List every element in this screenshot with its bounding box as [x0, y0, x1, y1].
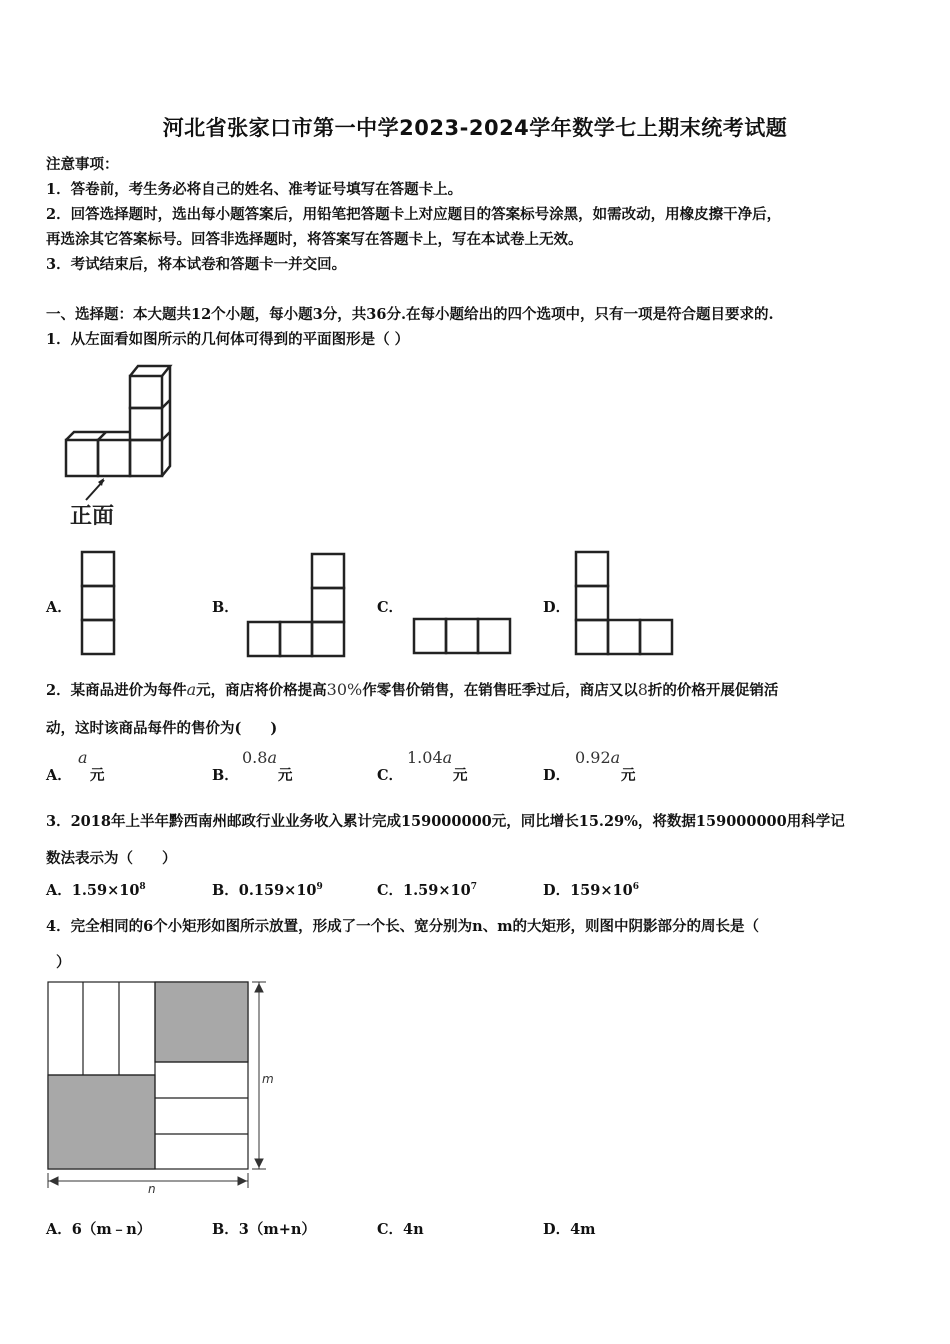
q4-option-d[interactable]: D．4m — [543, 1221, 596, 1238]
notice-item: 再选涂其它答案标号。回答非选择题时，将答案写在答题卡上，写在本试卷上无效。 — [46, 231, 583, 248]
q3-option-d[interactable]: D．$159\times 10^6$ — [543, 882, 639, 899]
section-heading: 一、选择题：本大题共12个小题，每小题3分，共36分.在每小题给出的四个选项中，只有一项是符合题目要求的. — [46, 306, 774, 323]
option-label[interactable]: C． — [377, 599, 404, 616]
q4-rectangle-figure — [40, 975, 280, 1200]
notice-heading: 注意事项： — [46, 156, 119, 173]
q2-stem-line1: 2．某商品进价为每件a元，商店将价格提高30%作零售价销售，在销售旺季过后，商店又以8折的价格开展促销活 — [46, 680, 779, 699]
notice-item: 2．回答选择题时，选出每小题答案后，用铅笔把答题卡上对应题目的答案标号涂黑，如需改动，用橡皮擦干净后， — [46, 206, 782, 223]
q2-option-b[interactable]: B． 0.8a 元 — [212, 748, 293, 784]
q1-solid-figure — [46, 360, 186, 530]
q4-stem-line1: 4．完全相同的6个小矩形如图所示放置，形成了一个长、宽分别为n、m的大矩形，则图中阴影部分的周长是（ — [46, 918, 760, 935]
q4-option-a[interactable]: A．6（m﹣n） — [46, 1221, 152, 1238]
q1-option-d-figure[interactable] — [572, 548, 676, 658]
q1-option-b-figure[interactable] — [244, 550, 350, 660]
notice-item: 3．考试结束后，将本试卷和答题卡一并交回。 — [46, 256, 347, 273]
q3-option-b[interactable]: B．$0.159\times 10^9$ — [212, 882, 323, 899]
n-label: n — [148, 1182, 156, 1196]
q3-stem-line1: 3．2018年上半年黔西南州邮政行业业务收入累计完成159000000元，同比增长15.29%，将数据159000000用科学记 — [46, 813, 845, 830]
page-title: 河北省张家口市第一中学2023-2024学年数学七上期末统考试题 — [162, 116, 788, 140]
q1-stem: 1．从左面看如图所示的几何体可得到的平面图形是（ ） — [46, 331, 410, 348]
q1-option-c-figure[interactable] — [410, 615, 516, 659]
q2-option-a[interactable]: A． a 元 — [46, 748, 105, 784]
q4-option-c[interactable]: C．4n — [377, 1221, 424, 1238]
q2-stem-line2: 动，这时该商品每件的售价为( ) — [46, 720, 278, 737]
option-label[interactable]: D． — [543, 599, 571, 616]
q2-option-c[interactable]: C． 1.04a 元 — [377, 748, 468, 784]
option-label[interactable]: A． — [46, 599, 72, 616]
q3-option-a[interactable]: A．$1.59\times 10^8$ — [46, 882, 146, 899]
q4-stem-line2: ） — [56, 954, 71, 971]
shaded-region — [155, 982, 248, 1062]
q3-stem-line2: 数法表示为（ ） — [46, 850, 177, 867]
shaded-region — [48, 1075, 155, 1169]
front-label: 正面 — [70, 504, 115, 529]
q4-option-b[interactable]: B．3（m+n） — [212, 1221, 316, 1238]
option-label[interactable]: B． — [212, 599, 239, 616]
q3-option-c[interactable]: C．$1.59\times 10^7$ — [377, 882, 477, 899]
notice-item: 1．答卷前，考生务必将自己的姓名、准考证号填写在答题卡上。 — [46, 181, 463, 198]
m-label: m — [262, 1072, 274, 1086]
q1-option-a-figure[interactable] — [76, 548, 122, 658]
q2-option-d[interactable]: D． 0.92a 元 — [543, 748, 636, 784]
